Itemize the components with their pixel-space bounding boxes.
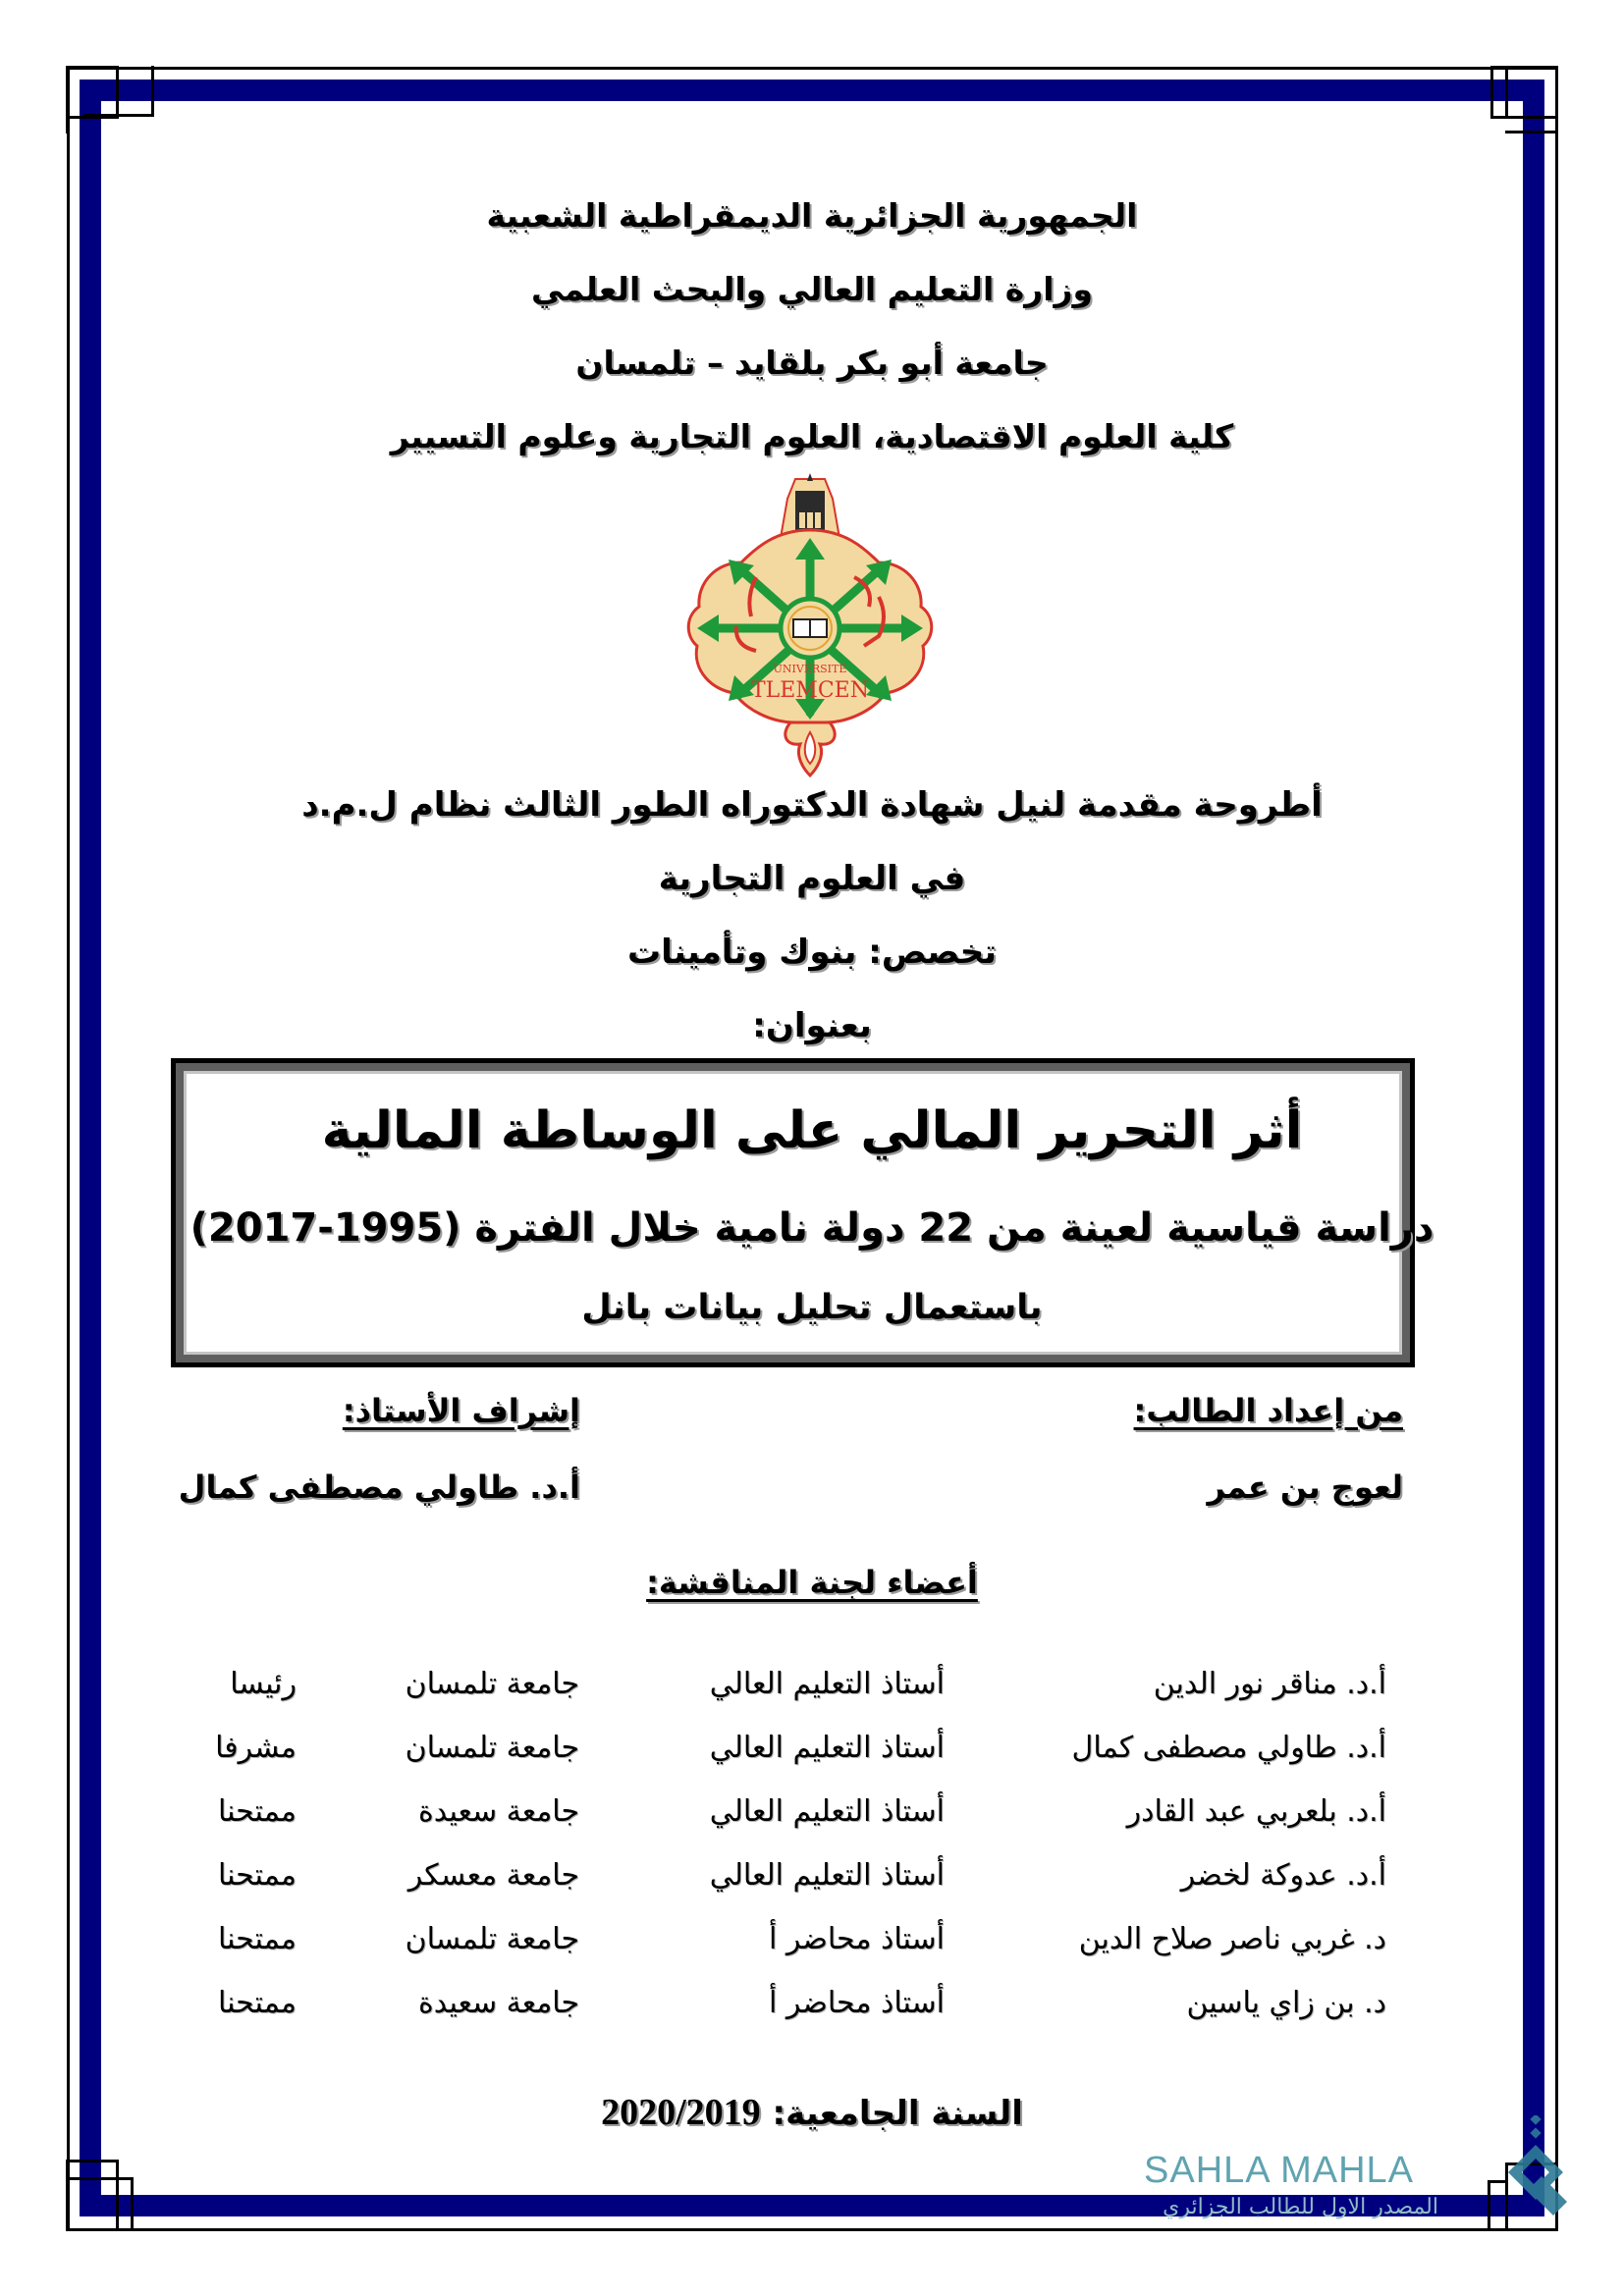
corner-square-tl-c [66,116,119,133]
corner-square-tr-a [1505,66,1558,119]
member-name: أ.د. عدوكة لخضر [1180,1858,1386,1893]
member-name: د. غربي ناصر صلاح الدين [1078,1922,1386,1956]
member-university: جامعة تلمسان [405,1731,579,1765]
corner-square-tr-c [1505,116,1558,133]
member-role: رئيسا [230,1667,297,1701]
watermark-tagline: المصدر الاول للطالب الجزائري [1163,2195,1438,2219]
field-of-study: في العلوم التجارية [658,859,966,898]
student-name: لعوج بن عمر [1207,1468,1403,1506]
member-university: جامعة تلمسان [405,1667,579,1701]
committee-row [0,1731,1624,1780]
student-label: من إعداد الطالب: [1133,1392,1403,1429]
thesis-subtitle: دراسة قياسية لعينة من 22 دولة نامية خلال الفترة (1995-2017) [189,1205,1435,1251]
corner-square-tr-b [1490,66,1508,119]
member-name: أ.د. طاولي مصطفى كمال [1071,1731,1386,1765]
member-university: جامعة سعيدة [418,1794,579,1829]
member-rank: أستاذ التعليم العالي [709,1667,945,1701]
committee-row [0,1794,1624,1843]
committee-row [0,1858,1624,1907]
corner-square-bl-a [66,2177,119,2231]
member-university: جامعة سعيدة [418,1986,579,2020]
committee-row [0,1922,1624,1971]
university-logo [677,469,943,778]
thesis-title: أثر التحرير المالي على الوساطة المالية [321,1101,1303,1160]
member-role: ممتحنا [217,1794,297,1829]
tlemcen-emblem-icon [677,469,943,778]
sahla-mahla-logo-icon [1502,2115,1571,2223]
supervisor-label: إشراف الأستاذ: [342,1392,580,1429]
committee-heading: أعضاء لجنة المناقشة: [646,1564,978,1601]
thesis-statement: أطروحة مقدمة لنيل شهادة الدكتوراه الطور الثالث نظام ل.م.د [301,785,1323,825]
logo-latin-top: UNIVERSITE [773,663,847,675]
corner-square-bl-b [66,2160,119,2179]
academic-year-value: 2020/2019 [601,2092,761,2133]
member-role: مشرفا [215,1731,297,1765]
member-name: د. بن زاي ياسين [1186,1986,1386,2020]
member-role: ممتحنا [217,1858,297,1893]
member-rank: أستاذ التعليم العالي [709,1731,945,1765]
university-name: جامعة أبو بكر بلقايد – تلمسان [575,344,1049,382]
faculty-name: كلية العلوم الاقتصادية، العلوم التجارية وعلوم التسيير [390,417,1234,455]
corner-square-bl-c [116,2177,134,2231]
member-role: ممتحنا [217,1986,297,2020]
member-rank: أستاذ محاضر أ [768,1986,945,2020]
member-rank: أستاذ التعليم العالي [709,1794,945,1829]
member-role: ممتحنا [217,1922,297,1956]
supervisor-name: أ.د. طاولي مصطفى كمال [178,1468,580,1506]
republic-name: الجمهورية الجزائرية الديمقراطية الشعبية [486,196,1138,235]
watermark-brand: SAHLA MAHLA [1144,2150,1414,2191]
logo-latin-bottom: TLEMCEN [750,678,870,703]
member-university: جامعة معسكر [407,1858,579,1893]
specialty: تخصص: بنوك وتأمينات [627,933,997,972]
committee-row [0,1986,1624,2035]
titled-label: بعنوان: [752,1006,872,1045]
member-rank: أستاذ التعليم العالي [709,1858,945,1893]
member-name: أ.د. بلعربي عبد القادر [1126,1794,1386,1829]
thesis-method: باستعمال تحليل بيانات بانل [581,1288,1043,1327]
academic-year-label: السنة الجامعية: [772,2094,1023,2133]
committee-row [0,1667,1624,1716]
corner-square-tl-b [83,66,154,117]
member-rank: أستاذ محاضر أ [768,1922,945,1956]
member-university: جامعة تلمسان [405,1922,579,1956]
ministry-name: وزارة التعليم العالي والبحث العلمي [530,270,1094,308]
academic-year [0,2091,1624,2134]
member-name: أ.د. مناقر نور الدين [1153,1667,1386,1701]
